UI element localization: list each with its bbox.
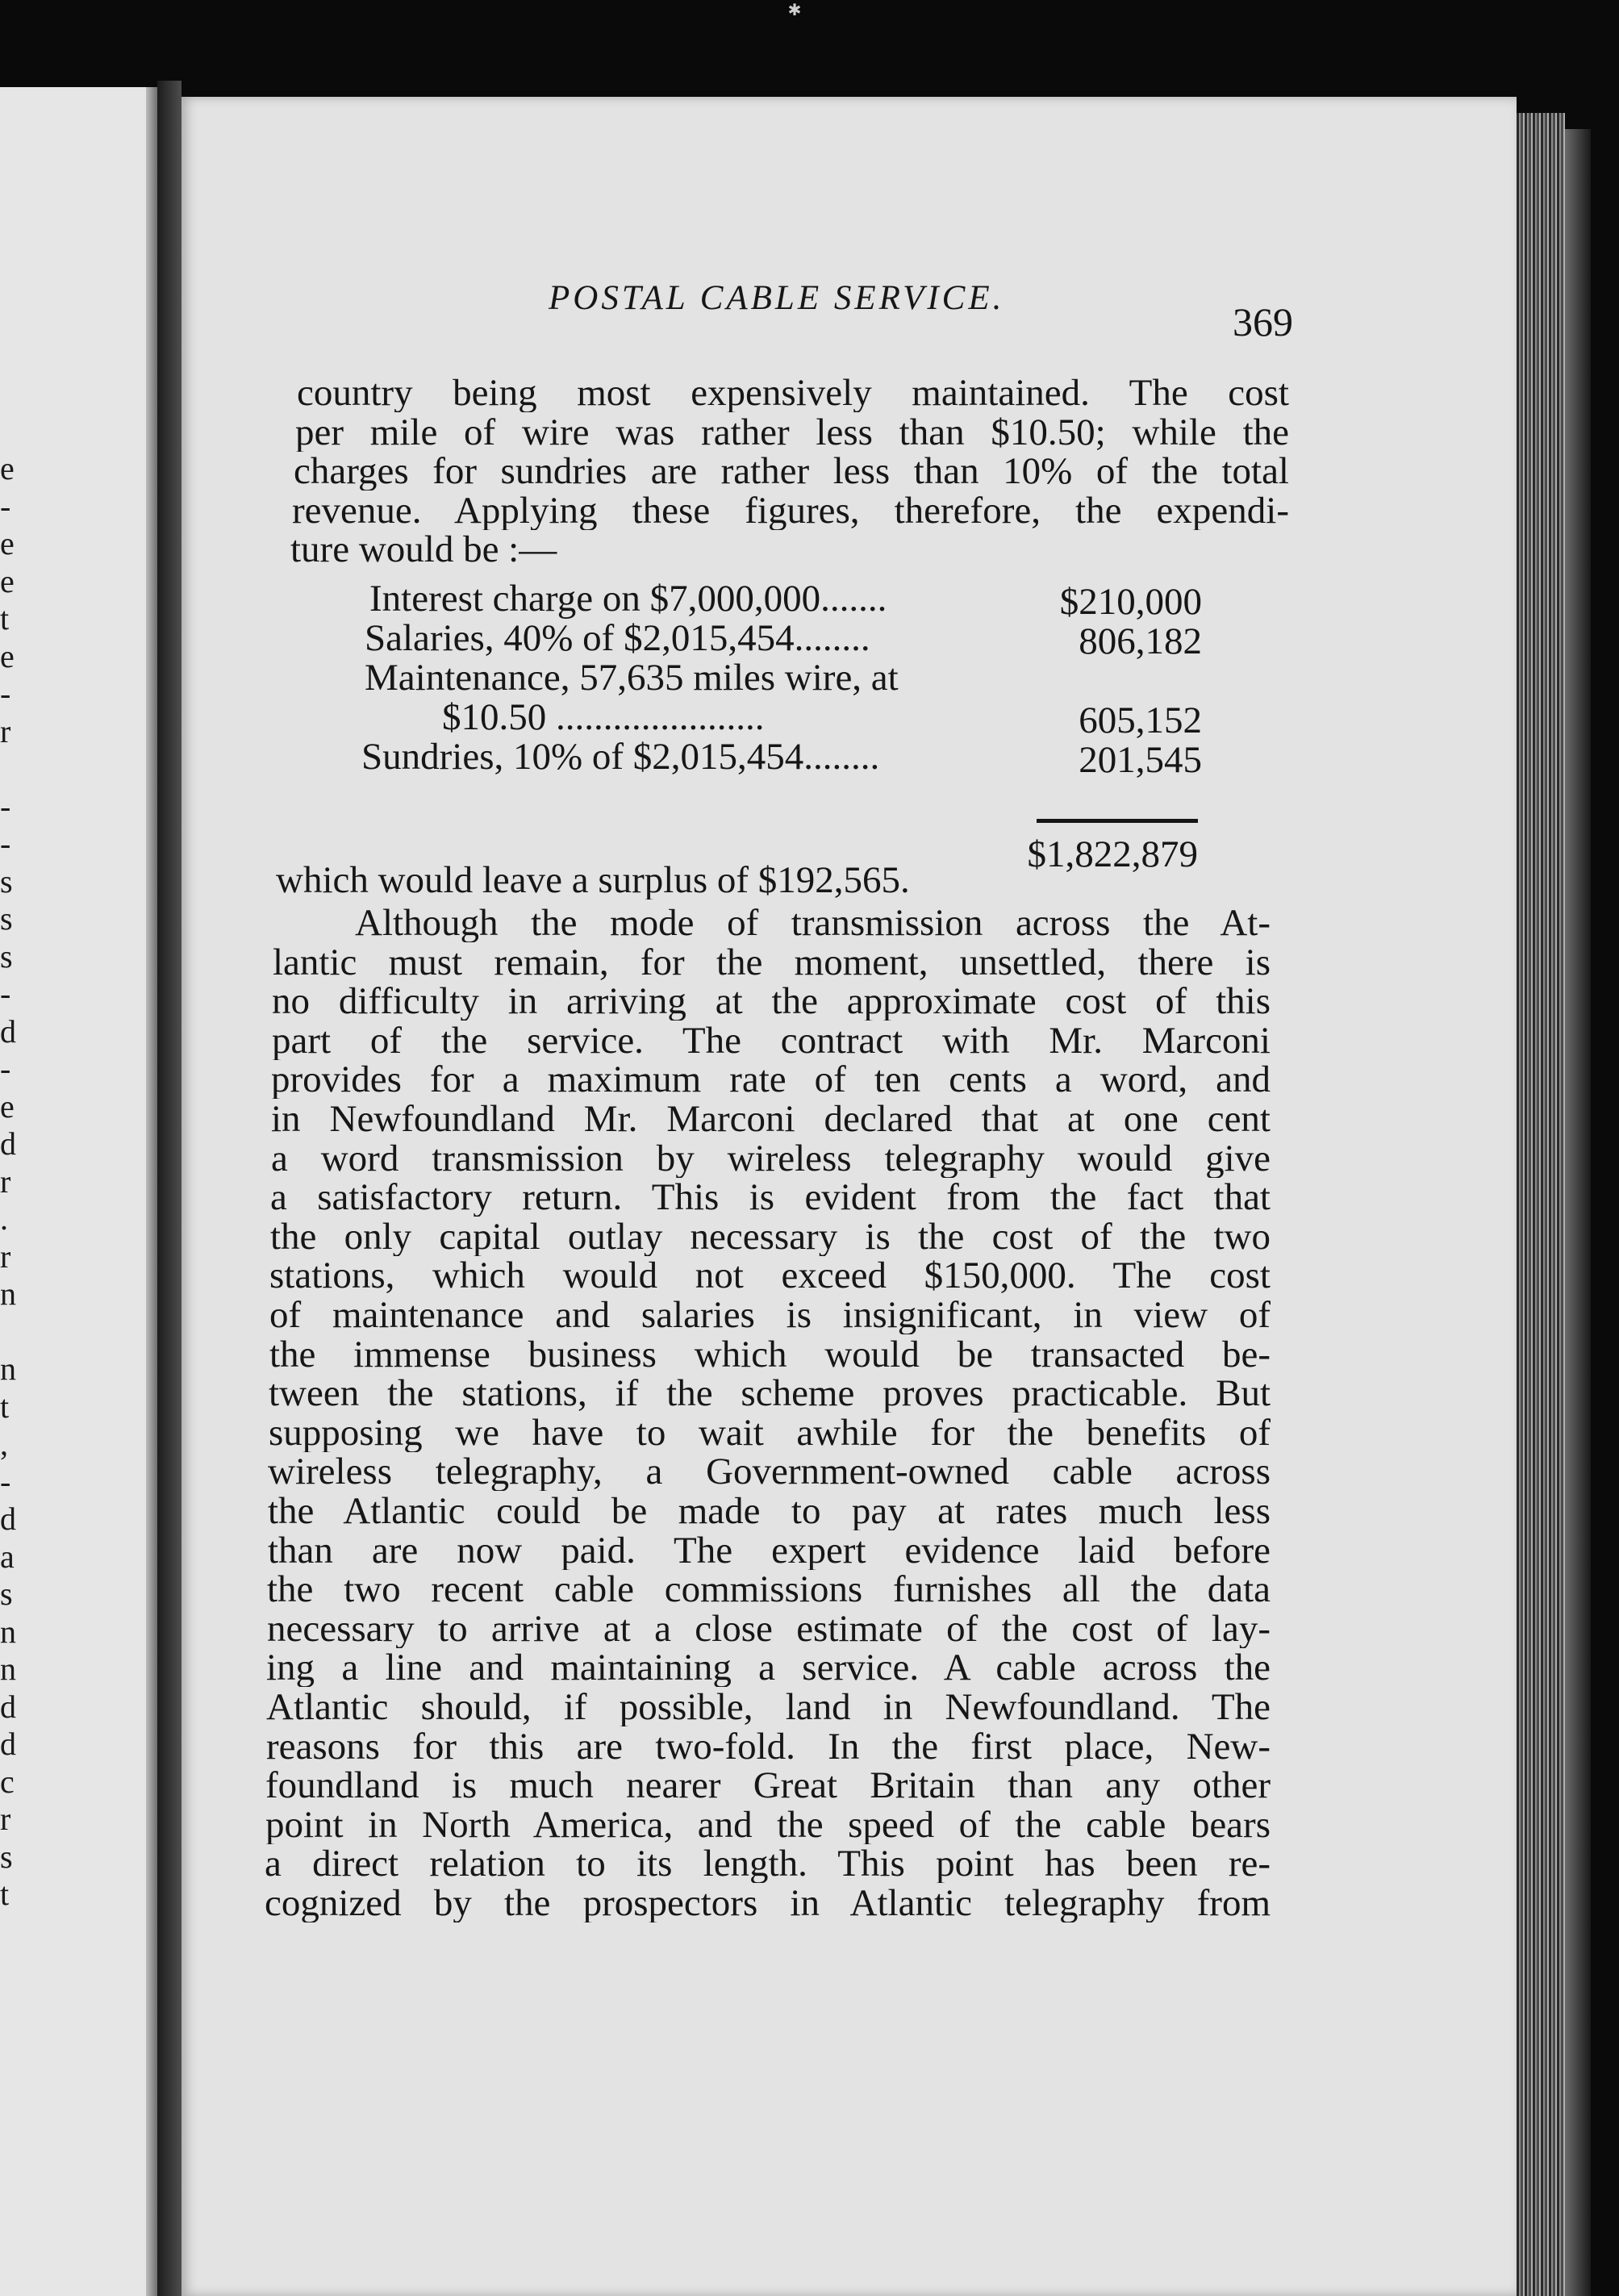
left-page-letter: e [0,637,15,674]
left-page-letter: r [0,1801,11,1837]
body-line: part of the service. The contract with Mr. Marconi [272,1021,1271,1060]
body-line: in Newfoundland Mr. Marconi declared that at one cent [271,1100,1271,1138]
body-line: ing a line and maintaining a service. A cable across the [266,1648,1271,1688]
ledger-item-label: Maintenance, 57,635 miles wire, at [365,657,899,699]
scan-artifact-mark: ✱ [787,0,802,19]
left-page-letter: - [0,1463,11,1500]
ledger-item-label: Salaries, 40% of $2,015,454........ [365,617,870,659]
left-page-letter: d [0,1012,16,1050]
ledger-item-label: $10.50 ...................... [442,696,765,738]
left-page-letter: e [0,1087,15,1125]
left-page-letter: a [0,1538,15,1575]
intro-line: revenue. Applying these figures, therefore, the expendi- [292,491,1289,530]
left-page-letter: , [0,1426,8,1462]
ledger-total: $1,822,879 [1027,833,1198,875]
left-page-letter-fragments [0,450,24,1914]
left-page-letter: - [0,975,11,1012]
left-page-letter: - [0,675,11,712]
left-page-letter: t [0,600,10,637]
left-page-letter: n [0,1275,16,1312]
left-page-letter: - [0,825,11,862]
left-page-letter: n [0,1350,16,1387]
left-page-letter: e [0,450,15,486]
left-page-letter [0,1313,24,1351]
ledger-item-label: Sundries, 10% of $2,015,454........ [361,736,880,778]
body-line: Although the mode of transmission across the At- [355,904,1271,942]
left-page-letter: s [0,1576,13,1612]
left-page-letter: d [0,1688,16,1725]
left-page-edge-shadow [146,87,157,2296]
body-line: cognized by the prospectors in Atlantic telegraphy from [265,1884,1271,1922]
left-page-letter: - [0,787,11,824]
stacked-page-edges [1517,113,1565,2296]
body-line: necessary to arrive at a close estimate of the cost of lay- [267,1609,1271,1648]
body-line: a satisfactory return. This is evident from the fact that [270,1178,1271,1217]
ledger-item-amount: $210,000 [1059,581,1202,623]
body-line: point in North America, and the speed of the cable bears [265,1805,1271,1844]
left-page-letter: r [0,712,11,749]
body-line: tween the stations, if the scheme proves practicable. But [269,1374,1271,1413]
running-head: POSTAL CABLE SERVICE. [549,279,1005,317]
body-line: stations, which would not exceed $150,000. The cost [269,1256,1271,1296]
left-page-letter: s [0,862,13,900]
body-line: wireless telegraphy, a Government-owned cable across [268,1452,1271,1492]
body-line: than are now paid. The expert evidence laid before [268,1530,1271,1570]
body-line: a direct relation to its length. This point has been re- [265,1844,1271,1884]
body-line: supposing we have to wait awhile for the benefits of [269,1413,1271,1452]
body-line: Atlantic should, if possible, land in Newfoundland. The [266,1688,1271,1726]
body-line: the immense business which would be transacted be- [269,1334,1271,1374]
left-page-letter: d [0,1726,16,1762]
body-line: provides for a maximum rate of ten cents a word, and [271,1060,1271,1100]
ledger-item-amount: 605,152 [1079,699,1202,741]
book-gutter [157,81,182,2296]
left-page-letter: s [0,1838,13,1875]
ledger-item-amount: 806,182 [1079,620,1202,662]
body-line: the Atlantic could be made to pay at rates much less [268,1492,1271,1530]
left-page-letter: - [0,487,11,524]
ledger-item-label: Interest charge on $7,000,000....... [369,578,887,620]
body-line: reasons for this are two-fold. In the first place, New- [266,1726,1271,1766]
left-page-letter: r [0,1163,11,1200]
left-page-letter: e [0,525,15,561]
left-page-letter: e [0,562,15,599]
left-page-letter: t [0,1876,10,1912]
ledger-total-rule [1037,819,1198,823]
left-page-letter: - [0,1050,11,1087]
left-page-letter: n [0,1651,16,1687]
book-edge-shadow [1565,129,1591,2296]
body-line: no difficulty in arriving at the approximate cost of this [272,982,1271,1021]
intro-line: ture would be :— [290,530,557,569]
left-page-letter: t [0,1388,10,1425]
surplus-line: which would leave a surplus of $192,565. [276,861,910,900]
body-line: the two recent cable commissions furnishes all the data [267,1570,1271,1609]
body-line: lantic must remain, for the moment, unsettled, there is [273,942,1271,982]
left-page-letter: c [0,1763,15,1800]
left-page-letter: d [0,1501,16,1537]
left-page-letter: n [0,1613,16,1650]
intro-line: per mile of wire was rather less than $10.50; while the [295,412,1289,452]
body-line: a word transmission by wireless telegraphy would give [271,1138,1271,1178]
left-page-letter: s [0,937,13,975]
page-number: 369 [1233,299,1293,344]
intro-line: country being most expensively maintained. The cost [297,374,1289,412]
body-line: of maintenance and salaries is insignificant, in view of [269,1296,1271,1334]
left-page-letter [0,750,24,788]
left-page-letter: r [0,1238,11,1275]
left-facing-page [0,87,157,2296]
left-page-letter: . [0,1200,8,1237]
left-page-letter: d [0,1125,16,1162]
body-line: foundland is much nearer Great Britain than any other [265,1766,1271,1805]
intro-line: charges for sundries are rather less than 10% of the total [294,452,1289,491]
body-line: the only capital outlay necessary is the cost of the two [270,1217,1271,1256]
left-page-letter: s [0,900,13,937]
ledger-item-amount: 201,545 [1079,739,1202,781]
